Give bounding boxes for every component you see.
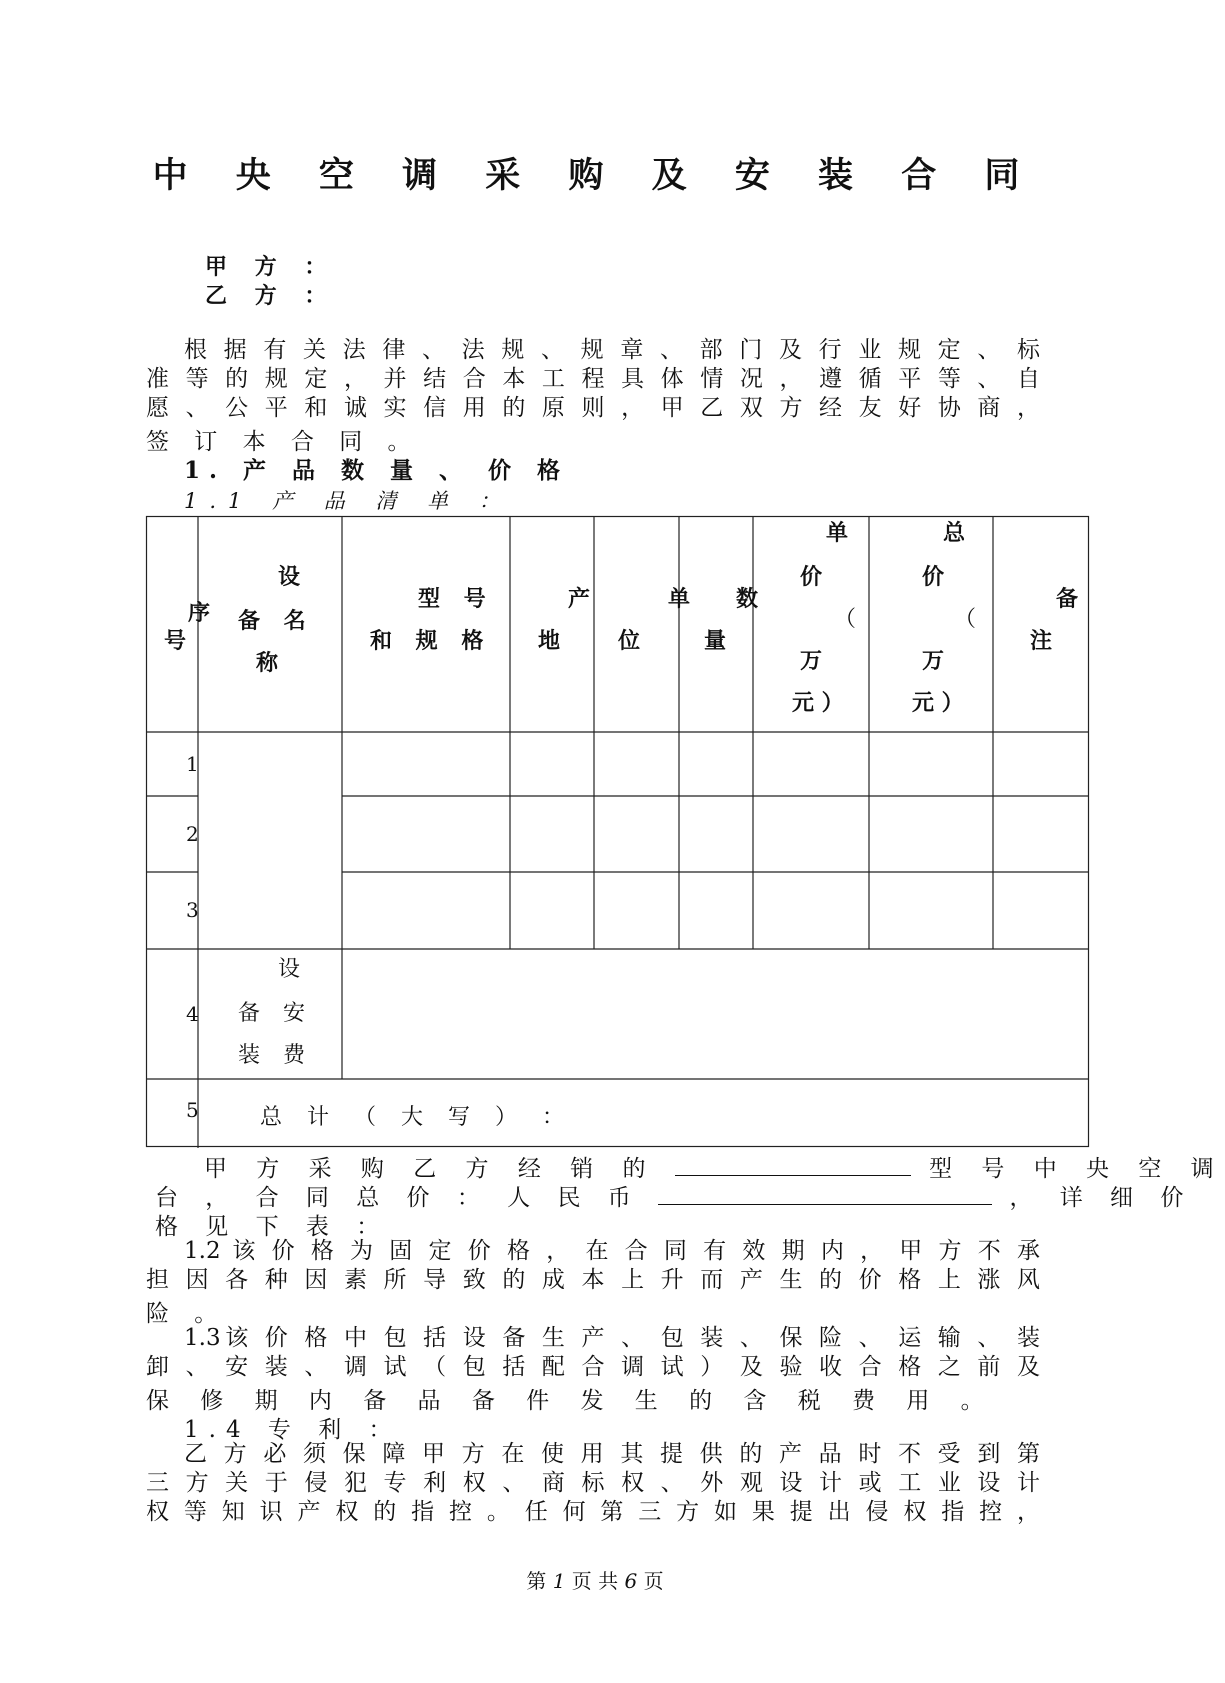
clause-line: 权 等 知 识 产 权 的 指 控 。 任 何 第 三 方 如 果 提 出 侵 权 指 控 ，: [146, 1499, 1040, 1525]
header-total-price: 价: [922, 564, 945, 590]
header-origin: 产: [568, 586, 591, 612]
preamble-line: 愿 、 公 平 和 诚 实 信 用 的 原 则 ， 甲 乙 双 方 经 友 好 协 商 ，: [146, 395, 1040, 421]
header-total-price: 元 ）: [912, 690, 964, 716]
product-table: [146, 516, 1090, 1148]
row-number: 1: [186, 752, 199, 776]
clause-line: 保 修 期 内 备 品 备 件 发 生 的 含 税 费 用 。: [146, 1388, 996, 1414]
header-remark: 注: [1030, 628, 1053, 654]
row-number: 4: [186, 1002, 199, 1026]
party-a-label: 甲 方 ：: [205, 254, 337, 280]
header-unit-price: 万: [800, 648, 823, 674]
party-b-label: 乙 方 ：: [205, 283, 337, 309]
clause-line: 卸 、 安 装 、 调 试 （ 包 括 配 合 调 试 ） 及 验 收 合 格 之 前 及: [146, 1354, 1040, 1380]
price-blank: [658, 1182, 992, 1205]
section-heading: 1. 产 品 数 量 、 价 格: [184, 457, 570, 484]
install-fee-label: 备 安: [238, 1001, 313, 1026]
header-unit: 单: [668, 586, 691, 612]
clause-line: 三 方 关 于 侵 犯 专 利 权 、 商 标 权 、 外 观 设 计 或 工 业 设 计: [146, 1470, 1040, 1496]
footer-total-pages: 6: [624, 1569, 638, 1593]
preamble-line: 准 等 的 规 定 ， 并 结 合 本 工 程 具 体 情 况 ， 遵 循 平 等 、 自: [146, 366, 1040, 392]
document-title: 中 央 空 调 采 购 及 安 装 合 同: [152, 155, 1038, 196]
summary-text-b: ， 详 细 价: [1009, 1185, 1194, 1211]
summary-text-b: 型 号 中 央 空 调: [929, 1156, 1225, 1182]
clause-line: 1.2 该 价 格 为 固 定 价 格 ， 在 合 同 有 效 期 内 ， 甲 方 不 承: [184, 1238, 1041, 1264]
preamble-line: 签 订 本 合 同 。: [146, 429, 420, 455]
header-model: 型 号: [418, 586, 494, 612]
subsection-heading: 1.1 产 品 清 单 ：: [184, 489, 512, 513]
install-fee-label: 装 费: [238, 1043, 313, 1068]
summary-text: 格 见 下 表 ：: [155, 1214, 390, 1240]
header-total-price: （: [954, 607, 977, 632]
clause-line: 担 因 各 种 因 素 所 导 致 的 成 本 上 升 而 产 生 的 价 格 上 涨 风: [146, 1267, 1040, 1293]
header-total-price: 总: [943, 520, 966, 546]
header-qty: 数: [736, 586, 759, 612]
header-unit-price: （: [834, 607, 857, 632]
row-number: 3: [186, 898, 199, 922]
grand-total-label: 总 计 （ 大 写 ） ：: [260, 1105, 573, 1130]
preamble-line: 根 据 有 关 法 律 、 法 规 、 规 章 、 部 门 及 行 业 规 定 、 标: [184, 337, 1040, 363]
model-blank: [675, 1153, 911, 1176]
header-total-price: 万: [922, 648, 945, 674]
header-unit-price: 价: [800, 564, 823, 590]
header-device-name: 称: [256, 650, 279, 676]
header-model: 和 规 格: [370, 628, 492, 654]
clause-line: 乙 方 必 须 保 障 甲 方 在 使 用 其 提 供 的 产 品 时 不 受 到 第: [184, 1441, 1040, 1467]
clause-line: 1.4 专 利 ：: [184, 1417, 402, 1443]
header-seq: 号: [164, 628, 187, 654]
header-origin: 地: [538, 628, 561, 654]
header-unit: 位: [618, 628, 641, 654]
clause-line: 险 。: [146, 1301, 227, 1327]
install-fee-label: 设: [278, 957, 301, 982]
header-unit-price: 单: [826, 520, 849, 546]
clause-line: 1.3该 价 格 中 包 括 设 备 生 产 、 包 装 、 保 险 、 运 输 、 装: [184, 1325, 1040, 1351]
footer-mid: 页 共: [565, 1569, 625, 1593]
header-unit-price: 元 ）: [792, 690, 844, 716]
footer-page-number: 1: [552, 1569, 566, 1593]
header-remark: 备: [1056, 586, 1079, 612]
summary-text-a: 甲 方 采 购 乙 方 经 销 的: [204, 1156, 657, 1182]
footer-suffix: 页: [637, 1569, 664, 1593]
header-device-name: 设: [278, 564, 301, 590]
header-seq: 序: [188, 600, 211, 626]
page-footer: [0, 1565, 1190, 1594]
header-device-name: 备 名: [238, 608, 314, 634]
summary-text-a: 台 ， 合 同 总 价 ： 人 民 币: [155, 1185, 641, 1211]
header-qty: 量: [704, 628, 727, 654]
row-number: 5: [186, 1098, 199, 1122]
footer-prefix: 第: [526, 1569, 553, 1593]
row-number: 2: [186, 822, 199, 846]
